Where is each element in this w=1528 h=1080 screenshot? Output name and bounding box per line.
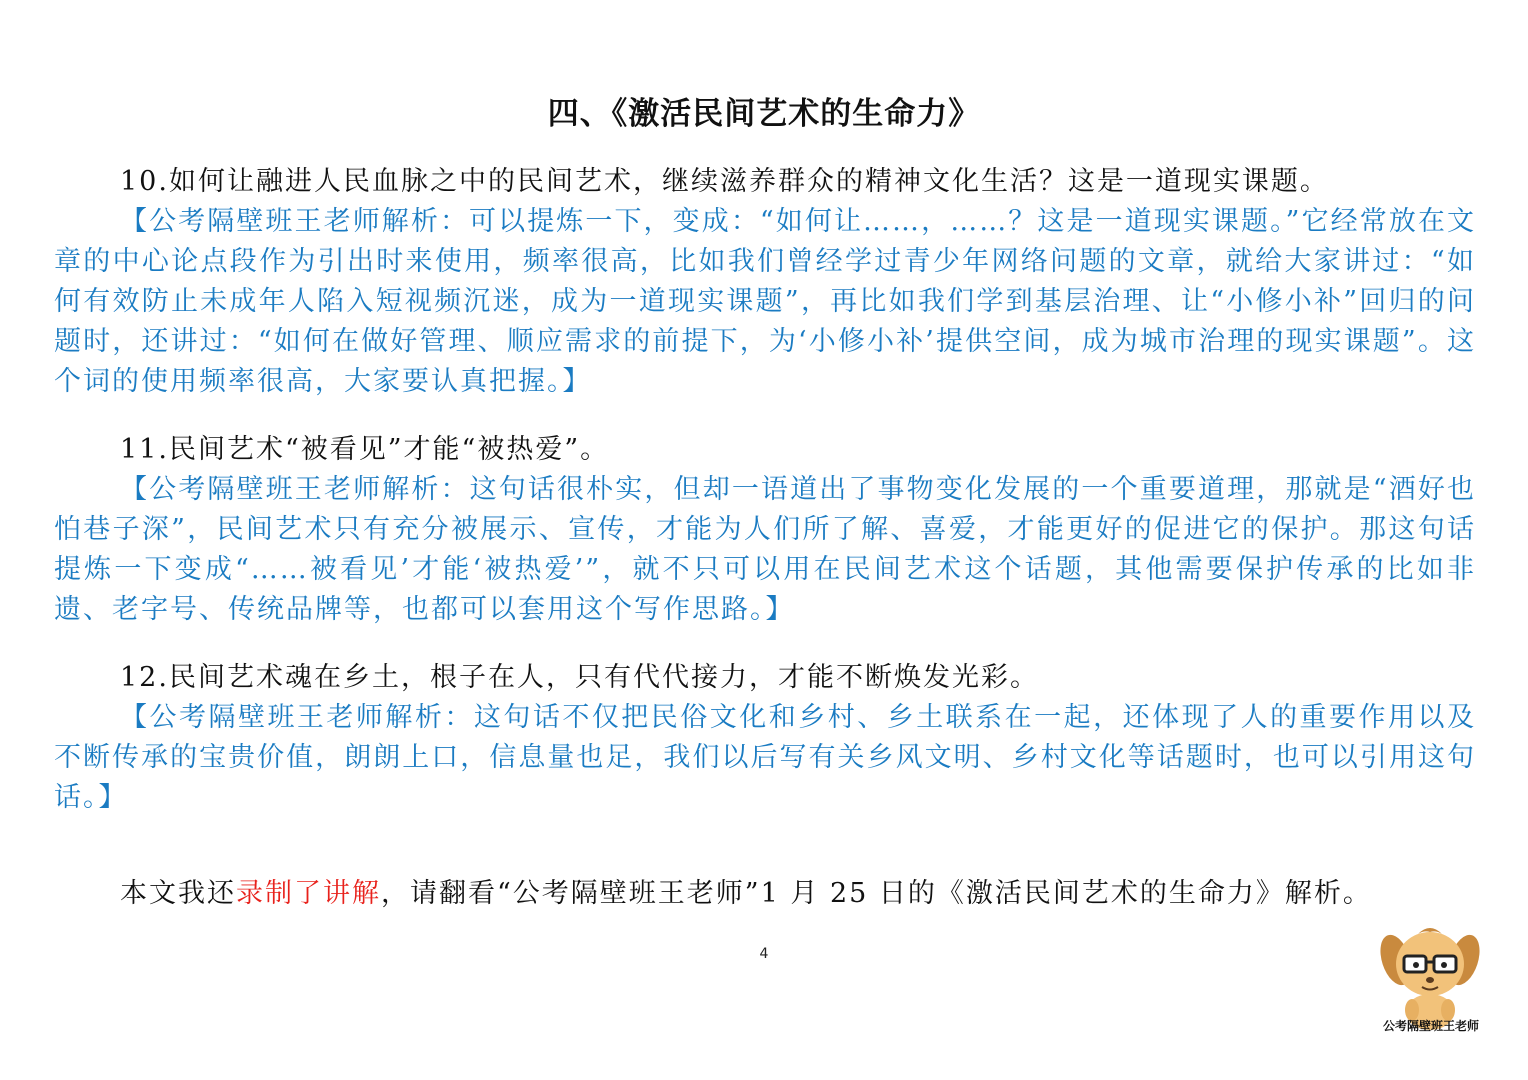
document-body (54, 162, 1476, 914)
item-lead-11: 11.民间艺术“被看见”才能“被热爱”。 (120, 434, 610, 465)
item-lead-10: 10.如何让融进人民血脉之中的民间艺术，继续滋养群众的精神文化生活？这是一道现实课题。 (120, 166, 1329, 197)
item-analysis-11: 【公考隔壁班王老师解析：这句话很朴实，但却一语道出了事物变化发展的一个重要道理，那就是“酒好也怕巷子深”，民间艺术只有充分被展示、宣传，才能为人们所了解、喜爱，才能更好的促进它的保护。那这句话提炼一下变成“……被看见’才能‘被热爱’”，就不只可以用在民间艺术这个话题，其他需要保护传承的比如非遗、老字号、传统品牌等，也都可以套用这个写作思路。】 (54, 474, 1476, 625)
item-analysis-10: 【公考隔壁班王老师解析：可以提炼一下，变成：“如何让……，……？这是一道现实课题。”它经常放在文章的中心论点段作为引出时来使用，频率很高，比如我们曾经学过青少年网络问题的文章，就给大家讲过：“如何有效防止未成年人陷入短视频沉迷，成为一道现实课题”，再比如我们学到基层治理、让“小修小补”回归的问题时，还讲过：“如何在做好管理、顺应需求的前提下，为‘小修小补’提供空间，成为城市治理的现实课题”。这个词的使用频率很高，大家要认真把握。】 (54, 206, 1476, 397)
document-title: 四、《激活民间艺术的生命力》 (547, 96, 981, 132)
item-lead-12: 12.民间艺术魂在乡土，根子在人，只有代代接力，才能不断焕发光彩。 (120, 662, 1039, 693)
closing-text-before: 本文我还 (120, 878, 236, 909)
closing-text-after: ，请翻看“公考隔壁班王老师”1 月 25 日的《激活民间艺术的生命力》解析。 (381, 878, 1372, 909)
list-item (54, 658, 1476, 818)
page-number: 4 (759, 946, 769, 962)
list-item (54, 162, 1476, 402)
closing-note (54, 874, 1476, 914)
item-analysis-12: 【公考隔壁班王老师解析：这句话不仅把民俗文化和乡村、乡土联系在一起，还体现了人的重要作用以及不断传承的宝贵价值，朗朗上口，信息量也足，我们以后写有关乡风文明、乡村文化等话题时，也可以引用这句话。】 (54, 702, 1476, 813)
watermark-label: 公考隔壁班王老师 (1382, 1019, 1479, 1033)
closing-highlight: 录制了讲解 (236, 878, 381, 909)
dog-mascot-icon (1378, 920, 1482, 1032)
list-item (54, 430, 1476, 630)
